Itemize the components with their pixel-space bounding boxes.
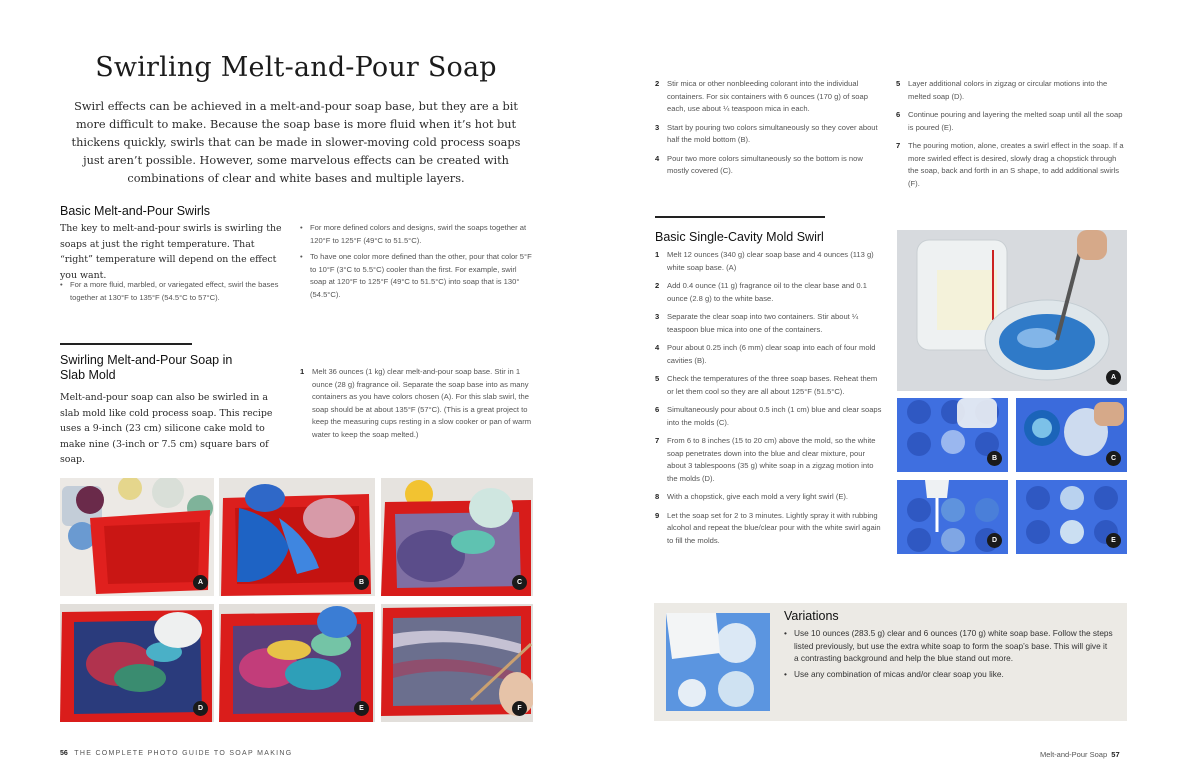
step-item xyxy=(655,373,883,398)
photo-slab-c xyxy=(381,478,533,596)
step-text: Continue pouring and layering the melted soap until all the soap is poured (E). xyxy=(908,110,1123,132)
photo-slab-b-image xyxy=(219,478,375,596)
step-text: Start by pouring two colors simultaneously so they cover about half the mold bottom (B). xyxy=(667,122,878,144)
variations-box xyxy=(654,603,1127,721)
photo-mold-c xyxy=(1016,398,1127,472)
photo-slab-b xyxy=(219,478,375,596)
mold-steps-list xyxy=(655,249,883,553)
step-item xyxy=(655,342,883,367)
photo-slab-a-image xyxy=(60,478,214,596)
photo-mold-b xyxy=(897,398,1008,472)
step-item xyxy=(655,311,883,336)
slab-mold-body: Melt-and-pour soap can also be swirled in a slab mold like cold process soap. This recipe uses a 9-inch (23 cm) silicone cake mold to make nine (3-inch or 7.5 cm) square bars of soap. xyxy=(60,392,273,465)
slab-steps-continued-b xyxy=(896,78,1126,196)
bullet-text: For a more fluid, marbled, or variegated effect, swirl the bases together at 130°F to 135°F (54.5°C to 57°C). xyxy=(70,280,279,302)
photo-variations-image xyxy=(666,613,770,711)
chapter-title: Melt-and-Pour Soap xyxy=(1040,750,1108,759)
variation-text: Use any combination of micas and/or clear soap you like. xyxy=(794,668,1004,679)
photo-label-badge: F xyxy=(512,701,527,716)
step-number: 6 xyxy=(896,110,901,119)
step-text: Layer additional colors in zigzag or circular motions into the melted soap (D). xyxy=(908,79,1108,101)
bullet-item xyxy=(300,251,532,301)
page-title: Swirling Melt-and-Pour Soap xyxy=(95,52,497,83)
photo-slab-f-image xyxy=(381,604,533,722)
photo-label-badge: E xyxy=(1106,533,1121,548)
photo-variations xyxy=(666,613,770,711)
photo-label-badge: D xyxy=(987,533,1002,548)
step-text: Pour two more colors simultaneously so the bottom is now mostly covered (C). xyxy=(667,153,863,175)
step-text: Add 0.4 ounce (11 g) fragrance oil to the clear base and 0.1 ounce (2.8 g) to the white base. xyxy=(667,281,867,303)
photo-label-badge: C xyxy=(1106,451,1121,466)
step-number: 6 xyxy=(655,405,660,414)
step-number: 7 xyxy=(655,436,660,445)
step-text: Let the soap set for 2 to 3 minutes. Lightly spray it with rubbing alcohol and repeat the blue/clear pour with the white swirl again to fill the molds. xyxy=(667,510,881,545)
step-text: Melt 36 ounces (1 kg) clear melt-and-pour soap base. Stir in 1 ounce (28 g) fragrance oil. Separate the soap base into as many containers as you have colors chosen (A). For this slab swirl, the soap should be at about 135°F (57°C). (This is a great project to keep the measuring cups resting in a slow cooker or pan of warm water to keep the soap melted.) xyxy=(312,367,532,439)
photo-mold-a-image xyxy=(897,230,1127,391)
step-text: Simultaneously pour about 0.5 inch (1 cm) blue and clear soaps into the molds (C). xyxy=(667,405,882,427)
step-item xyxy=(896,140,1126,190)
variations-list xyxy=(784,627,1114,680)
page-number: 56 xyxy=(60,750,68,757)
photo-label-badge: A xyxy=(1106,370,1121,385)
step-item xyxy=(300,366,532,441)
book-title: THE COMPLETE PHOTO GUIDE TO SOAP MAKING xyxy=(74,750,293,757)
photo-label-badge: A xyxy=(193,575,208,590)
step-number: 9 xyxy=(655,510,660,520)
variation-text: Use 10 ounces (283.5 g) clear and 6 ounces (170 g) white soap base. Follow the steps listed previously, but use the extra white soap to form the soap’s base. This will give it a contrasting background and help the blue stand out more. xyxy=(794,628,1113,663)
step-item xyxy=(655,153,883,178)
photo-slab-a xyxy=(60,478,214,596)
step-item xyxy=(655,280,883,305)
basic-swirls-body: The key to melt-and-pour swirls is swirling the soaps at just the right temperature. That “right” temperature will depend on the effect you want. xyxy=(60,223,282,281)
step-text: From 6 to 8 inches (15 to 20 cm) above the mold, so the white soap penetrates down into the blue and clear mixture, pour about 3 tablespoons (35 g) white soap in a zigzag motion into the molds (D). xyxy=(667,436,876,483)
step-number: 4 xyxy=(655,343,660,352)
step-number: 5 xyxy=(655,374,660,383)
step-item xyxy=(655,122,883,147)
step-number: 1 xyxy=(300,367,305,376)
footer-left xyxy=(60,750,293,757)
step-number: 2 xyxy=(655,79,660,88)
photo-label-badge: E xyxy=(354,701,369,716)
variation-item xyxy=(784,627,1114,665)
photo-label-badge: C xyxy=(512,575,527,590)
step-number: 3 xyxy=(655,312,660,321)
step-item xyxy=(655,435,883,485)
bullet-text: For more defined colors and designs, swirl the soaps together at 120°F to 125°F (49°C to 51.5°C). xyxy=(310,223,527,245)
step-text: Melt 12 ounces (340 g) clear soap base and 4 ounces (113 g) white soap base. (A) xyxy=(667,250,874,272)
step-number: 8 xyxy=(655,492,660,501)
section-heading-basic-swirls: Basic Melt-and-Pour Swirls xyxy=(60,204,211,218)
photo-mold-d xyxy=(897,480,1008,554)
step-item xyxy=(655,249,883,274)
step-number: 5 xyxy=(896,79,901,88)
photo-slab-e xyxy=(219,604,375,722)
variations-heading: Variations xyxy=(784,609,839,623)
slab-steps-continued-a xyxy=(655,78,883,184)
section-divider xyxy=(60,343,192,345)
section-heading-single-cavity: Basic Single-Cavity Mold Swirl xyxy=(655,230,824,244)
step-text: The pouring motion, alone, creates a swirl effect in the soap. If a more swirled effect is desired, slowly drag a chopstick through the soap, back and forth in an S shape, to add additional swirls (F). xyxy=(908,141,1124,188)
step-text: With a chopstick, give each mold a very light swirl (E). xyxy=(667,492,849,501)
photo-slab-d xyxy=(60,604,214,722)
step-item xyxy=(655,78,883,116)
section-divider xyxy=(655,216,825,218)
step-text: Check the temperatures of the three soap bases. Reheat them or let them cool so they are all about 125°F (51.5°C). xyxy=(667,374,878,396)
photo-slab-f xyxy=(381,604,533,722)
step-text: Pour about 0.25 inch (6 mm) clear soap into each of four mold cavities (B). xyxy=(667,343,876,365)
photo-mold-a xyxy=(897,230,1127,391)
photo-mold-e xyxy=(1016,480,1127,554)
variation-item xyxy=(784,668,1114,681)
photo-slab-d-image xyxy=(60,604,214,722)
bullet-item xyxy=(300,222,532,247)
step-item xyxy=(896,78,1126,103)
slab-steps-list xyxy=(300,366,532,447)
step-item xyxy=(655,404,883,429)
photo-slab-e-image xyxy=(219,604,375,722)
photo-label-badge: B xyxy=(354,575,369,590)
footer-right xyxy=(1040,750,1120,759)
bullet-text: To have one color more defined than the other, pour that color 5°F to 10°F (3°C to 5.5°C) cooler than the first. For example, swirl soap at 120°F to 125°F (49°C to 51.5°C) into soap that is 130° (54.5°C). xyxy=(310,252,532,299)
section-heading-slab-mold: Swirling Melt-and-Pour Soap in Slab Mold xyxy=(60,353,233,382)
intro-paragraph: Swirl effects can be achieved in a melt-and-pour soap base, but they are a bit more difficult to make. Because the soap base is more fluid when it’s hot but thickens quickly, swirls that can be made in slower-moving cold process soaps just aren’t possible. However, some marvelous effects can be created with combinations of clear and white bases and multiple layers. xyxy=(71,100,521,185)
step-number: 1 xyxy=(655,250,660,259)
photo-slab-c-image xyxy=(381,478,533,596)
photo-label-badge: D xyxy=(193,701,208,716)
page-number: 57 xyxy=(1111,750,1120,759)
step-text: Stir mica or other nonbleeding colorant into the individual containers. For six containers with 6 ounces (170 g) of soap each, use about ¼ teaspoon mica in each. xyxy=(667,79,868,113)
step-item xyxy=(896,109,1126,134)
basic-swirls-bullet xyxy=(60,279,282,304)
step-text: Separate the clear soap into two containers. Stir about ¼ teaspoon blue mica into one of the containers. xyxy=(667,312,859,334)
basic-swirls-bullet-list xyxy=(300,222,532,301)
step-item xyxy=(655,510,883,548)
step-number: 3 xyxy=(655,122,660,132)
step-item xyxy=(655,491,883,504)
step-number: 7 xyxy=(896,141,901,150)
photo-label-badge: B xyxy=(987,451,1002,466)
step-number: 2 xyxy=(655,281,660,290)
step-number: 4 xyxy=(655,153,660,163)
